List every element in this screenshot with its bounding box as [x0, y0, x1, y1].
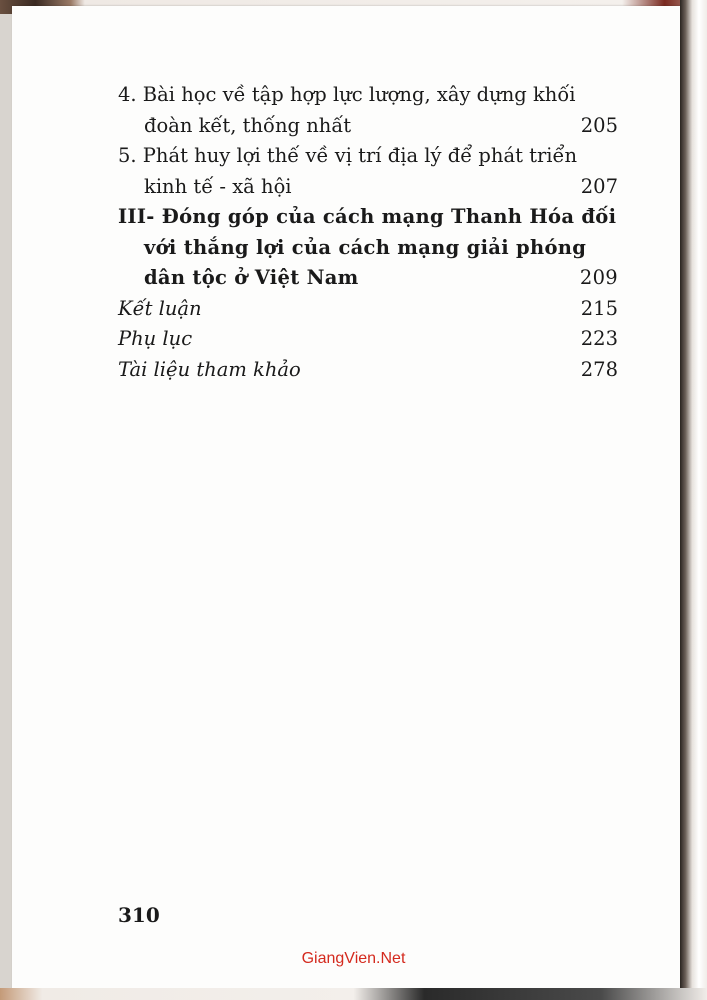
page-number: 310 — [118, 903, 160, 927]
toc-page-number: 207 — [580, 174, 618, 198]
toc-page-number: 215 — [580, 296, 618, 320]
toc-entry-appendix: Phụ lục 223 — [118, 324, 618, 355]
toc-entry-5-line1: 5. Phát huy lợi thế về vị trí địa lý để phát triển — [118, 144, 578, 167]
toc-section-iii-line3: dân tộc ở Việt Nam 209 — [118, 263, 618, 294]
toc-entry-4-line2: đoàn kết, thống nhất 205 — [118, 111, 618, 142]
toc-page-number: 205 — [580, 113, 618, 137]
toc-page-number: 209 — [579, 266, 618, 289]
toc-page-number: 278 — [580, 357, 618, 381]
toc-entry-references: Tài liệu tham khảo 278 — [118, 355, 618, 386]
toc-section-iii-line1: III- Đóng góp của cách mạng Thanh Hóa đối — [118, 205, 617, 228]
toc-page-number: 223 — [580, 327, 618, 350]
background-bottom-edge — [0, 988, 707, 1000]
page-stack-edge — [680, 0, 707, 1000]
toc-section-iii-line2: với thắng lợi của cách mạng giải phóng — [144, 235, 587, 259]
toc-entry-4-line1: 4. Bài học về tập hợp lực lượng, xây dựng khối — [118, 83, 576, 106]
watermark: GiangVien.Net — [301, 950, 406, 967]
table-of-contents — [118, 80, 618, 385]
toc-entry-5-line2: kinh tế - xã hội 207 — [118, 172, 618, 203]
toc-entry-conclusion: Kết luận 215 — [118, 294, 618, 325]
